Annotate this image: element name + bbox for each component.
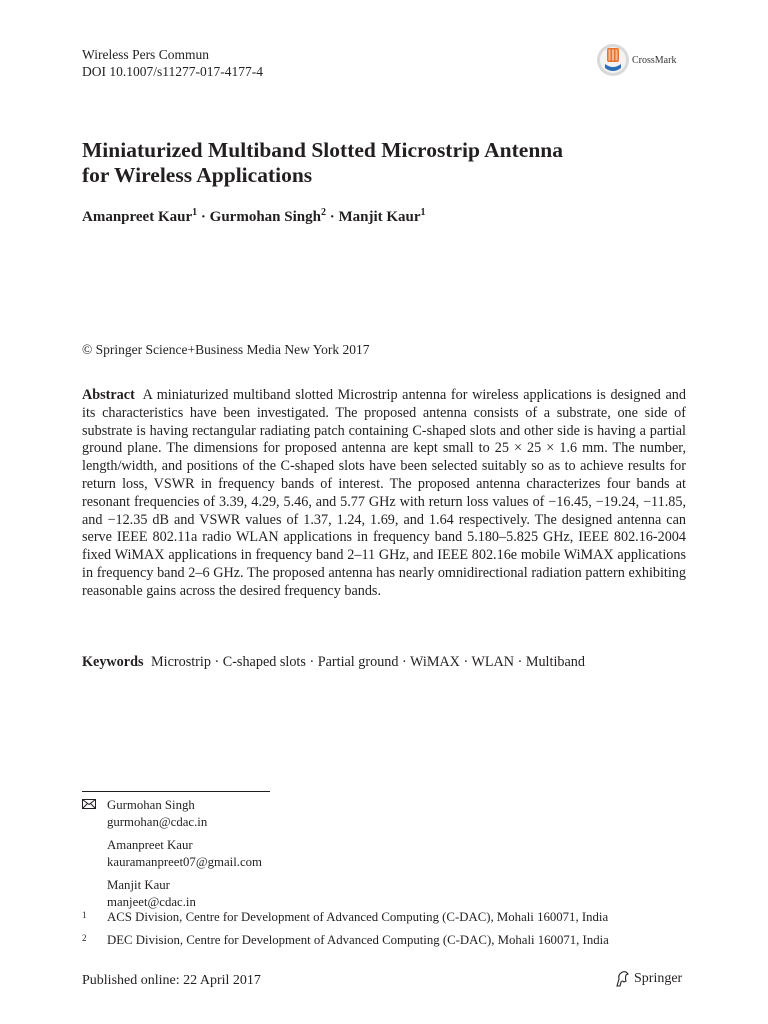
- abstract-label: Abstract: [82, 387, 135, 403]
- contact-name: Amanpreet Kaur: [107, 838, 193, 852]
- footnote-divider: [82, 791, 270, 792]
- keywords-label: Keywords: [82, 654, 144, 670]
- affiliation-number: 2: [82, 933, 87, 943]
- author-name[interactable]: Manjit Kaur: [338, 209, 421, 225]
- publisher-logo[interactable]: [614, 970, 682, 988]
- springer-horse-icon: [614, 970, 630, 988]
- published-date: Published online: 22 April 2017: [82, 973, 261, 988]
- contact-item: [107, 837, 262, 871]
- contact-email[interactable]: manjeet@cdac.in: [107, 895, 196, 909]
- author-affil-ref[interactable]: 1: [192, 207, 198, 218]
- affiliation-number: 1: [82, 910, 87, 920]
- journal-name: Wireless Pers Commun: [82, 47, 209, 62]
- affiliation-1: [82, 910, 608, 925]
- affiliation-text: DEC Division, Centre for Development of Advanced Computing (C-DAC), Mohali 160071, India: [107, 933, 609, 947]
- author-list: [82, 207, 426, 226]
- author-separator: ·: [325, 209, 339, 225]
- author-name[interactable]: Gurmohan Singh: [209, 209, 321, 225]
- keywords-text: Microstrip · C-shaped slots · Partial ground · WiMAX · WLAN · Multiband: [151, 654, 585, 670]
- title-line-1: Miniaturized Multiband Slotted Microstrip Antenna: [82, 138, 563, 162]
- title-line-2: for Wireless Applications: [82, 163, 313, 187]
- crossmark-badge[interactable]: [596, 42, 692, 78]
- paper-title: [82, 138, 682, 188]
- contact-item: [107, 877, 262, 911]
- author-affil-ref[interactable]: 1: [420, 207, 426, 218]
- contact-name: Manjit Kaur: [107, 878, 170, 892]
- affiliation-2: [82, 933, 609, 948]
- abstract: [82, 387, 686, 601]
- contact-list: [107, 797, 262, 917]
- publisher-name: Springer: [634, 971, 683, 986]
- contact-email[interactable]: kauramanpreet07@gmail.com: [107, 855, 262, 869]
- crossmark-icon: [596, 43, 630, 77]
- keywords: [82, 654, 686, 671]
- contact-item: [107, 797, 262, 831]
- doi[interactable]: DOI 10.1007/s11277-017-4177-4: [82, 64, 263, 79]
- envelope-icon: [82, 799, 96, 809]
- abstract-text: A miniaturized multiband slotted Microstrip antenna for wireless applications is designed and its characteristics have been investigated. The proposed antenna consists of a substrate, one side of substrate is having rectangular radiating patch containing C-shaped slots and other side is having a partial ground plane. The dimensions for proposed antenna are kept small to 25 × 25 × 1.6 mm. The number, length/width, and positions of the C-shaped slots have been selected suitably so as to achieve results for return loss, VSWR in frequency bands of interest. The proposed antenna characterizes four bands at resonant frequencies of 3.39, 4.29, 5.46, and 5.77 GHz with return loss values of −16.45, −19.24, −11.85, and −12.35 dB and VSWR values of 1.37, 1.24, 1.69, and 1.64 respectively. The designed antenna can serve IEEE 802.11a radio WLAN applications in frequency band 5.180–5.825 GHz, IEEE 802.16-2004 fixed WiMAX applications in frequency band 2–11 GHz, and IEEE 802.16e mobile WiMAX applications in frequency band 2–6 GHz. The proposed antenna has nearly omnidirectional radiation pattern exhibiting reasonable gains across the desired frequency bands.: [82, 387, 686, 599]
- author-name[interactable]: Amanpreet Kaur: [82, 209, 193, 225]
- affiliation-text: ACS Division, Centre for Development of Advanced Computing (C-DAC), Mohali 160071, India: [107, 910, 609, 924]
- copyright-notice: © Springer Science+Business Media New York 2017: [82, 342, 370, 357]
- crossmark-label: CrossMark: [632, 54, 677, 66]
- author-affil-ref[interactable]: 2: [320, 207, 326, 218]
- author-separator: ·: [197, 209, 210, 225]
- journal-header: [82, 46, 263, 80]
- contact-email[interactable]: gurmohan@cdac.in: [107, 815, 208, 829]
- contact-name: Gurmohan Singh: [107, 798, 195, 812]
